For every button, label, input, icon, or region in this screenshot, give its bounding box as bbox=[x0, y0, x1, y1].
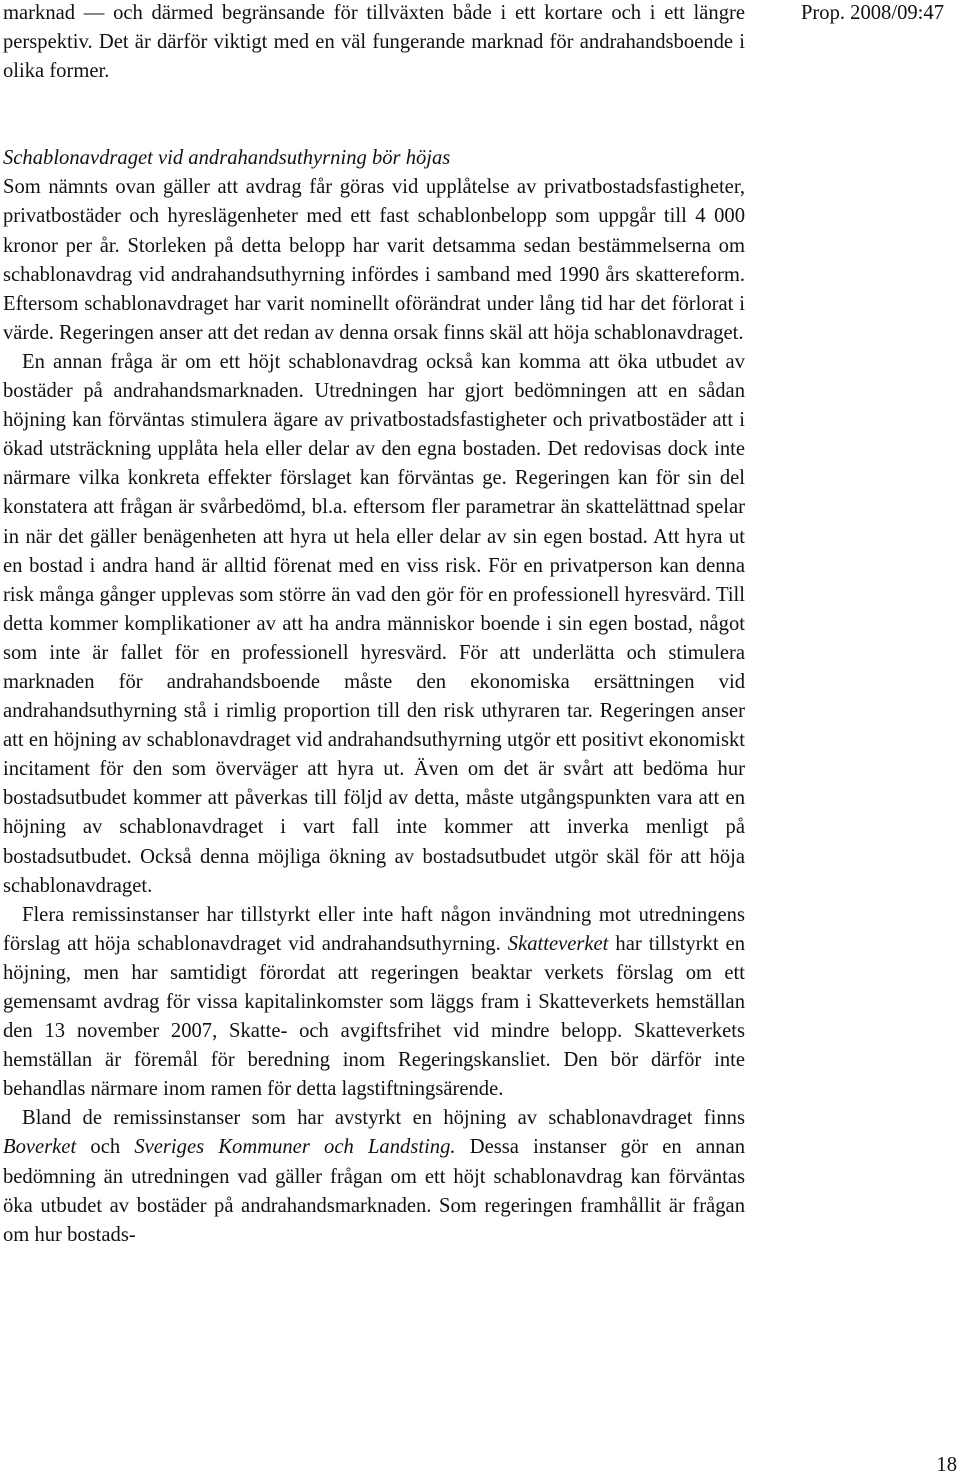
paragraph-3-rest: har tillstyrkt en höjning, men har samtidigt förordat att regeringen beaktar verkets förslag om ett gemensamt avdrag för vissa kapitalinkomster som läggs fram i Skatteverkets hemställan den 13 november 2007, Skatte- och avgiftsfrihet vid mindre belopp. Skatteverkets hemställan är föremål för beredning inom Regeringskansliet. Den bör därför inte behandlas närmare inom ramen för detta lagstiftningsärende. bbox=[3, 932, 745, 1101]
paragraph-4 bbox=[3, 1104, 745, 1249]
agency-boverket: Boverket bbox=[3, 1136, 77, 1159]
paragraph-3-start: Flera remissinstanser har tillstyrkt eller inte haft någon invändning mot utredningens förslag att höja schablonavdraget vid andrahandsuthyrning. bbox=[3, 903, 745, 955]
paragraph-4-and: och bbox=[76, 1136, 135, 1159]
page-number: 18 bbox=[936, 1454, 957, 1476]
continued-paragraph: marknad — och därmed begränsande för tillväxten både i ett kortare och i ett längre perspektiv. Det är därför viktigt med en väl fungerande marknad för andrahandsboende i olika former. bbox=[3, 2, 745, 83]
paragraph-3 bbox=[3, 901, 745, 1105]
paragraph-1: Som nämnts ovan gäller att avdrag får göras vid upplåtelse av privatbostadsfastigheter, privatbostäder och hyreslägenheter med ett fast schablonbelopp som uppgår till 4 000 kronor per år. Storleken på detta belopp har varit detsamma sedan bestämmelserna om schablonavdrag vid andrahandsuthyrning infördes i samband med 1990 års skattereform. Eftersom schablonavdraget har varit nominellt oförändrat under lång tid har det förlorat i värde. Regeringen anser att det redan av denna orsak finns skäl att höja schablonavdraget. bbox=[3, 176, 745, 344]
paragraph-2: En annan fråga är om ett höjt schablonavdrag också kan komma att öka utbudet av bostäder på andrahandsmarknaden. Utredningen har gjort bedömningen att en sådan höjning kan förväntas stimulera ägare av privatbostadsfastigheter och privatbostäder att i ökad utsträckning upplåta hela eller delar av den egna bostaden. Det redovisas dock inte närmare vilka konkreta effekter förslaget kan förväntas ge. Regeringen kan för sin del konstatera att frågan är svårbedömd, bl.a. eftersom fler parametrar än skattelättnad spelar in när det gäller benägenheten att hyra ut hela eller delar av sin egen bostad. Att hyra ut en bostad i andra hand är alltid förenat med en viss risk. För en privatperson kan denna risk många gånger upplevas som större än vad den gör för en professionell hyresvärd. Till detta kommer komplikationer av att ha andra människor boende i sin egen bostad, något som inte är fallet för en professionell hyresvärd. För att underlätta och stimulera marknaden för andrahandsboende måste den ekonomiska ersättningen vid andrahandsuthyrning stå i rimlig proportion till den risk uthyraren tar. Regeringen anser att en höjning av schablonavdraget vid andrahandsuthyrning utgör ett positivt ekonomiskt incitament för den som överväger att hyra ut. Även om det är svårt att bedöma hur bostadsutbudet kommer att påverkas till följd av detta, måste utgångspunkten vara att en höjning av schablonavdraget i vart fall inte kommer att inverka menligt på bostadsutbudet. Också denna möjliga ökning av bostadsutbudet utgör skäl för att höja schablonavdraget. bbox=[3, 350, 745, 897]
proposition-reference: Prop. 2008/09:47 bbox=[800, 2, 944, 24]
agency-skl: Sveriges Kommuner och Landsting. bbox=[134, 1136, 456, 1159]
section-heading: Schablonavdraget vid andrahandsuthyrning bör höjas bbox=[3, 147, 451, 170]
paragraph-4-start: Bland de remissinstanser som har avstyrkt en höjning av schablonavdraget finns bbox=[22, 1107, 745, 1130]
paragraph-4-rest: Dessa instanser gör en annan bedömning än utredningen vad gäller frågan om ett höjt schablonavdrag kan förväntas öka utbudet av bostäder på andrahandsmarknaden. Som regeringen framhållit är frågan om hur bostads- bbox=[3, 1136, 746, 1246]
body-text-column bbox=[3, 0, 745, 1250]
agency-skatteverket: Skatteverket bbox=[507, 932, 609, 955]
